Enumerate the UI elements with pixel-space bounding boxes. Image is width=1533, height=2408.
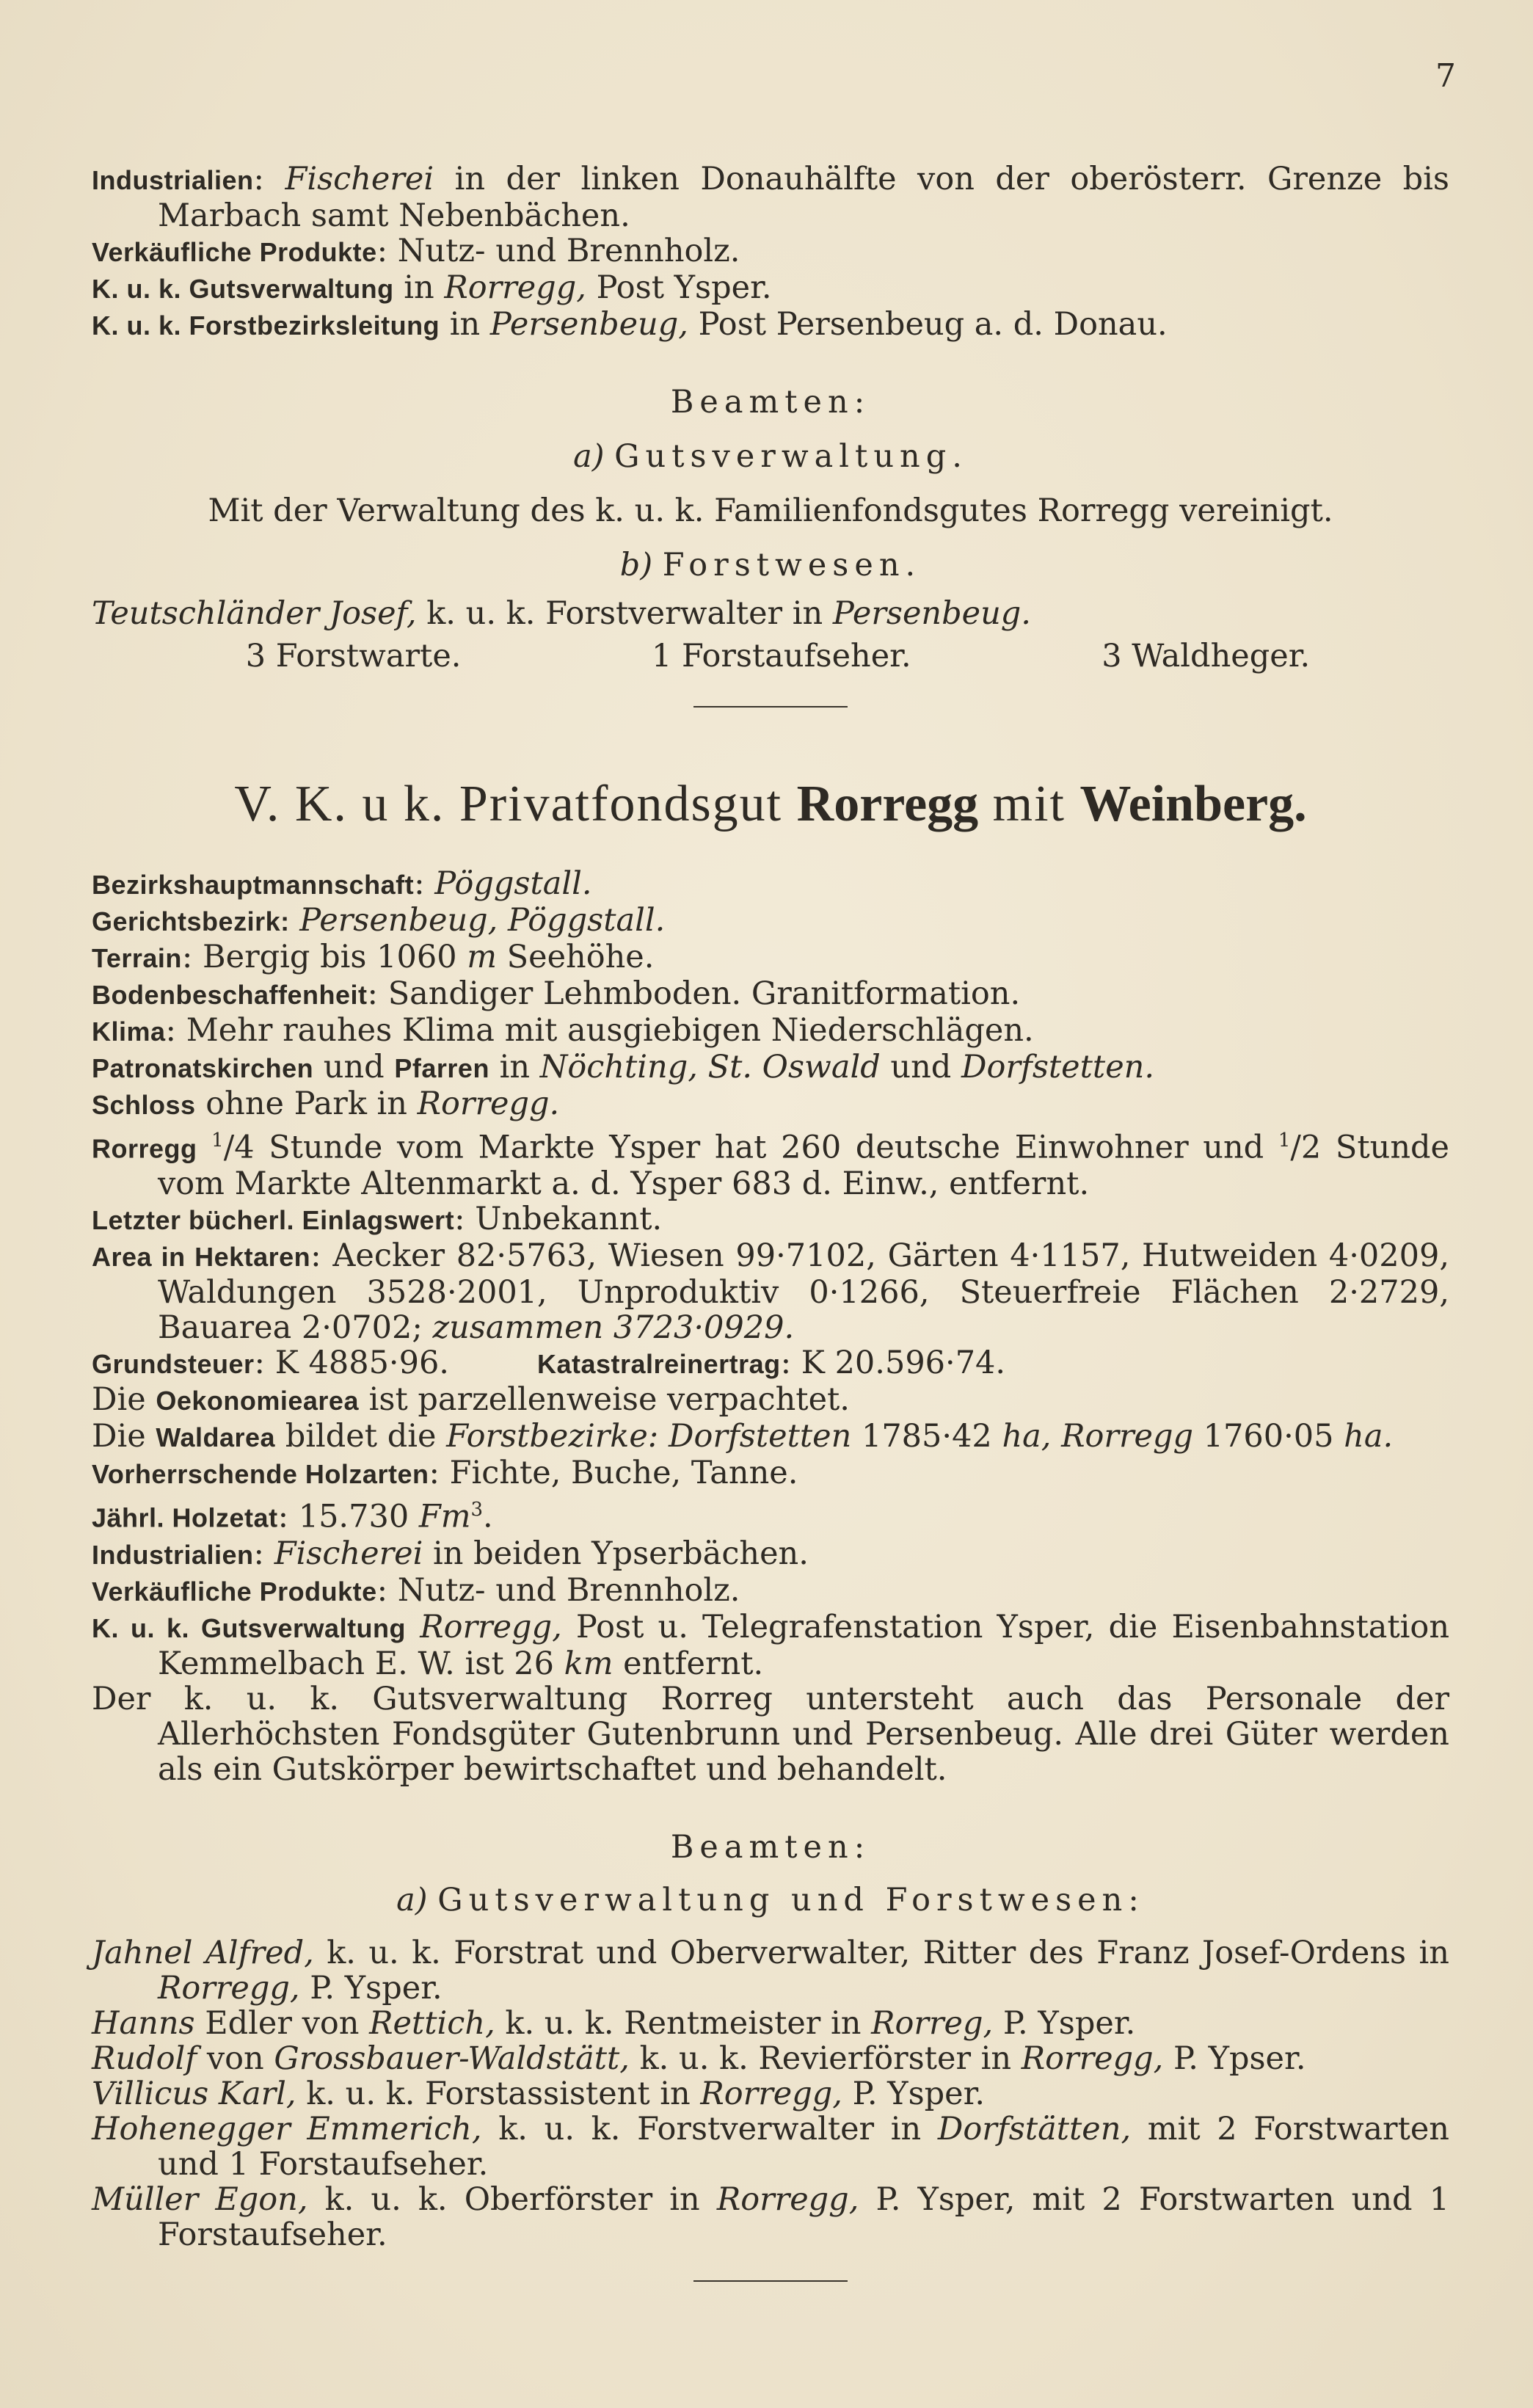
entry-oekonomiearea: Die Oekonomiearea ist parzellenweise verpachtet. [92,1381,850,1419]
entry-bezirkshauptmannschaft: Bezirkshauptmannschaft: Pöggstall. [92,865,592,902]
entry-forstbezirksleitung-top: K. u. k. Forstbezirksleitung in Persenbeug, Post Persenbeug a. d. Donau. [92,306,1168,343]
divider-rule-bottom [693,2280,848,2282]
entry-personale-note: Der k. u. k. Gutsverwaltung Rorreg untersteht auch das Personale der Allerhöchsten Fondsgüter Gutenbrunn und Persenbeug. Alle drei Güter werden als ein Gutskörper bewirtschaftet und behandelt. [92,1680,1449,1788]
entry-grundsteuer: Grundsteuer: K 4885·96. Katastralreinertrag: K 20.596·74. [92,1345,1006,1382]
person-rudolf: Rudolf von Grossbauer-Waldstätt, k. u. k. Revierförster in Rorregg, P. Ypser. [92,2040,1306,2077]
gutsverwaltung-note: Mit der Verwaltung des k. u. k. Familienfondsgutes Rorregg vereinigt. [208,492,1333,529]
entry-holzarten: Vorherrschende Holzarten: Fichte, Buche, Tanne. [92,1455,798,1492]
entry-industrialien: Industrialien: Fischerei in beiden Ypserbächen. [92,1535,809,1572]
estate-entries [92,866,1449,1787]
entry-holzetat: Jährl. Holzetat: 15.730 Fm$^3$. [92,1498,493,1535]
staff-forstaufseher: 1 Forstaufseher. [651,638,911,674]
entry-produkte: Verkäufliche Produkte: Nutz- und Brennholz. [92,1571,740,1609]
entry-einlagswert: Letzter bücherl. Einlagswert: Unbekannt. [92,1201,663,1238]
page-content [92,161,1449,2282]
entry-gutsverwaltung-top: K. u. k. Gutsverwaltung in Rorregg, Post Ysper. [92,269,772,306]
person-villicus: Villicus Karl, k. u. k. Forstassistent in Rorregg, P. Ysper. [92,2075,986,2112]
staff-row [92,639,1449,674]
person-jahnel: Jahnel Alfred, k. u. k. Forstrat und Oberverwalter, Ritter des Franz Josef-Ordens in Rorregg, P. Ysper. [92,1934,1449,2007]
person-teutschlaender: Teutschländer Josef, k. u. k. Forstverwalter in Persenbeug. [92,595,1031,632]
beamten-heading-2: Beamten: [670,1828,871,1866]
entry-industrialien-top: Industrialien: Fischerei in der linken Donauhälfte von der oberösterr. Grenze bis Marbach samt Nebenbächen. [92,161,1449,234]
page-number: 7 [1435,57,1456,95]
subheading-guts-forst: a) Gutsverwaltung und Forstwesen: [396,1881,1145,1918]
entry-waldarea: Die Waldarea bildet die Forstbezirke: Dorfstetten 1785·42 ha, Rorregg 1760·05 ha. [92,1418,1394,1455]
staff-forstwarte: 3 Forstwarte. [245,638,462,674]
subheading-forstwesen: b) Forstwesen. [619,547,922,583]
subheading-gutsverwaltung: a) Gutsverwaltung. [573,438,968,475]
entry-gutsverwaltung: K. u. k. Gutsverwaltung Rorregg, Post u. Telegrafenstation Ysper, die Eisenbahnstation Kemmelbach E. W. ist 26 km entfernt. [92,1608,1450,1682]
staff-waldheger: 3 Waldheger. [1101,638,1311,674]
entry-gerichtsbezirk: Gerichtsbezirk: Persenbeug, Pöggstall. [92,902,666,939]
beamten-heading-1: Beamten: [670,384,871,421]
person-hohenegger: Hohenegger Emmerich, k. u. k. Forstverwalter in Dorfstätten, mit 2 Forstwarten und 1 Forstaufseher. [92,2110,1449,2183]
entry-schloss: Schloss ohne Park in Rorregg. [92,1085,560,1122]
entry-patronatskirchen: Patronatskirchen und Pfarren in Nöchting, St. Oswald und Dorfstetten. [92,1049,1154,1085]
staff-list [92,1935,1449,2252]
entry-bodenbeschaffenheit: Bodenbeschaffenheit: Sandiger Lehmboden. Granitformation. [92,975,1021,1012]
entry-area: Area in Hektaren: Aecker 82·5763, Wiesen 99·7102, Gärten 4·1157, Hutweiden 4·0209, Waldungen 3528·2001, Unproduktiv 0·1266, Steuerfreie Flächen 2·2729, Bauarea 2·0702; zusammen 3723·0929. [92,1237,1450,1347]
entry-klima: Klima: Mehr rauhes Klima mit ausgiebigen Niederschlägen. [92,1012,1034,1049]
person-hanns: Hanns Edler von Rettich, k. u. k. Rentmeister in Rorreg, P. Ysper. [92,2004,1136,2042]
entry-rorregg: Rorregg $^1$/4 Stunde vom Markte Ysper hat 260 deutsche Einwohner und $^1$/2 Stunde vom Markte Altenmarkt a. d. Ysper 683 d. Einw., entfernt. [92,1129,1449,1203]
entry-terrain: Terrain: Bergig bis 1060 m Seehöhe. [92,939,655,975]
entry-produkte-top: Verkäufliche Produkte: Nutz- und Brennholz. [92,233,740,269]
divider-rule [693,706,848,708]
person-mueller: Müller Egon, k. u. k. Oberförster in Rorregg, P. Ysper, mit 2 Forstwarten und 1 Forstaufseher. [92,2180,1449,2253]
section-title: V. K. u k. Privatfondsgut Rorregg mit Weinberg. [234,776,1307,832]
